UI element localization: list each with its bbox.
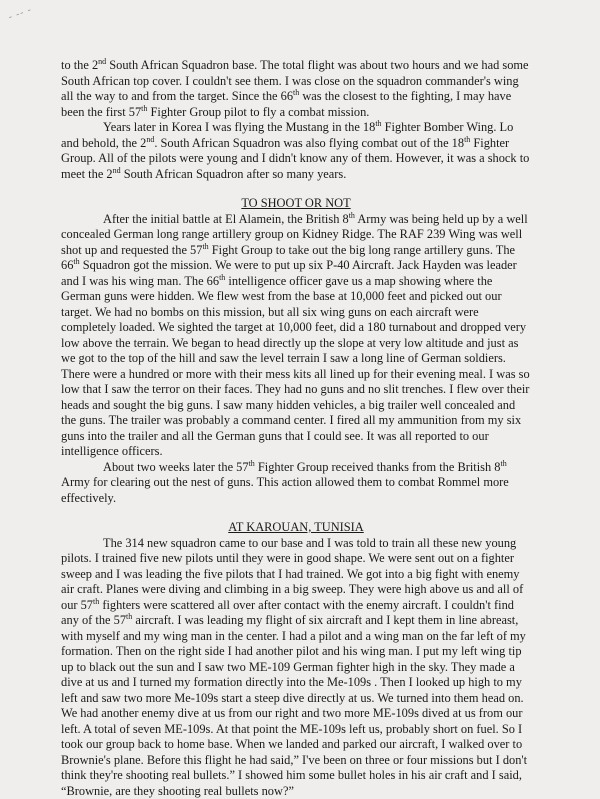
text-run: About two weeks later the 57 <box>103 460 249 474</box>
text-run: Fighter Group received thanks from the British 8 <box>255 460 501 474</box>
document-body <box>61 58 531 799</box>
text-run: Army for clearing out the nest of guns. This action allowed them to combat Rommel more effectively. <box>61 475 509 505</box>
text-run: The 314 new squadron came to our base and I was told to train all these new young pilots. I trained five new pilots until they were in good shape. We were sent out on a fighter sweep and I was leading the five pilots that I had trained. We got into a big fight with enemy air craft. Planes were diving and climbing in a big sweep. They were high above us and all of our 57 <box>61 536 523 612</box>
text-run: South African Squadron base. The total flight was about two hours and we had some South African top cover. I couldn't see them. I was close on the squadron commander's wing all the way to and from the target. Since the 66 <box>61 58 529 103</box>
ordinal-suffix: th <box>249 458 255 467</box>
paragraph <box>61 58 531 120</box>
text-run: Fighter Group. All of the pilots were young and I didn't know any of them. However, it was a shock to meet the 2 <box>61 136 529 181</box>
text-run: TO SHOOT OR NOT <box>241 196 350 210</box>
ordinal-suffix: th <box>293 88 299 97</box>
text-run: Fighter Group pilot to fly a combat mission. <box>147 105 369 119</box>
ordinal-suffix: th <box>464 134 470 143</box>
ordinal-suffix: th <box>202 241 208 250</box>
text-run: After the initial battle at El Alamein, the British 8 <box>103 212 349 226</box>
ordinal-suffix: th <box>375 119 381 128</box>
text-run: was the closest to the fighting, I may have been the first 57 <box>61 89 511 119</box>
ordinal-suffix: th <box>141 103 147 112</box>
ordinal-suffix: th <box>93 596 99 605</box>
ordinal-suffix: th <box>73 257 79 266</box>
ordinal-suffix: th <box>219 272 225 281</box>
ordinal-suffix: th <box>501 458 507 467</box>
corner-marks: - -- - <box>7 4 34 23</box>
ordinal-suffix: nd <box>98 57 106 66</box>
paragraph <box>61 460 531 507</box>
text-run: Fight Group to take out the big long range artillery guns. The 66 <box>61 243 515 273</box>
text-run: Squadron got the mission. We were to put up six P-40 Aircraft. Jack Hayden was leader and I was his wing man. The 66 <box>61 258 517 288</box>
section-heading <box>61 520 531 536</box>
paragraph <box>61 212 531 460</box>
text-run: to the 2 <box>61 58 98 72</box>
text-run: Fighter Bomber Wing. Lo and behold, the 2 <box>61 120 513 150</box>
section-heading <box>61 196 531 212</box>
text-run: Years later in Korea I was flying the Mustang in the 18 <box>103 120 375 134</box>
text-run: South African Squadron after so many years. <box>121 167 347 181</box>
text-run: AT KAROUAN, TUNISIA <box>228 520 364 534</box>
text-run: aircraft. I was leading my flight of six aircraft and I kept them in line abreast, with myself and my wing man in the center. I had a pilot and a wing man on the far left of my formation. Then on the right side I had another pilot and his wing man. I put my left wing tip up to black out the sun and I saw two ME-109 German fighter high in the sky. They made a dive at us and I turned my formation directly into the Me-109s . Then I looked up high to my left and saw two more Me-109s start a steep dive directly at us. We turned into them head on. We had another enemy dive at us from our right and two more ME-109s dived at us from our left. A total of seven ME-109s. At that point the ME-109s left us, probably short on fuel. So I took our group back to home base. When we landed and parked our aircraft, I walked over to Brownie's plane. Before this flight he had said,” I've been on three or four missions but I don't think they're shooting real bullets.” I showed him some bullet holes in his air craft and I said, “Brownie, are they shooting real bullets now?” <box>61 613 527 798</box>
ordinal-suffix: nd <box>113 165 121 174</box>
text-run: . South African Squadron was also flying combat out of the 18 <box>154 136 464 150</box>
text-run: fighters were scattered all over after contact with the enemy aircraft. I couldn't find any of the 57 <box>61 598 514 628</box>
ordinal-suffix: th <box>349 210 355 219</box>
text-run: intelligence officer gave us a map showing where the German guns were hidden. We flew west from the base at 10,000 feet and picked out our target. We had no bombs on this mission, but all six wing guns on each aircraft were completely loaded. We sighted the target at 10,000 feet, did a 180 turnabout and dropped very low above the terrain. We began to head directly up the slope at very low altitude and just as we got to the top of the hill and saw the level terrain I saw a long line of German soldiers. There were a hundred or more with their mess kits all lined up for their evening meal. I was so low that I saw the terror on their faces. They had no guns and no slit trenches. I flew over their heads and sought the big guns. I saw many hidden vehicles, a big trailer well concealed and the guns. The trailer was probably a command center. I fired all my ammunition from my six guns into the trailer and all the German guns that I could see. It was all reported to our intelligence officers. <box>61 274 530 459</box>
paragraph <box>61 120 531 182</box>
ordinal-suffix: th <box>126 612 132 621</box>
ordinal-suffix: nd <box>146 134 154 143</box>
text-run: Army was being held up by a well concealed German long range artillery group on Kidney Ridge. The RAF 239 Wing was well shot up and requested the 57 <box>61 212 528 257</box>
paragraph <box>61 536 531 799</box>
